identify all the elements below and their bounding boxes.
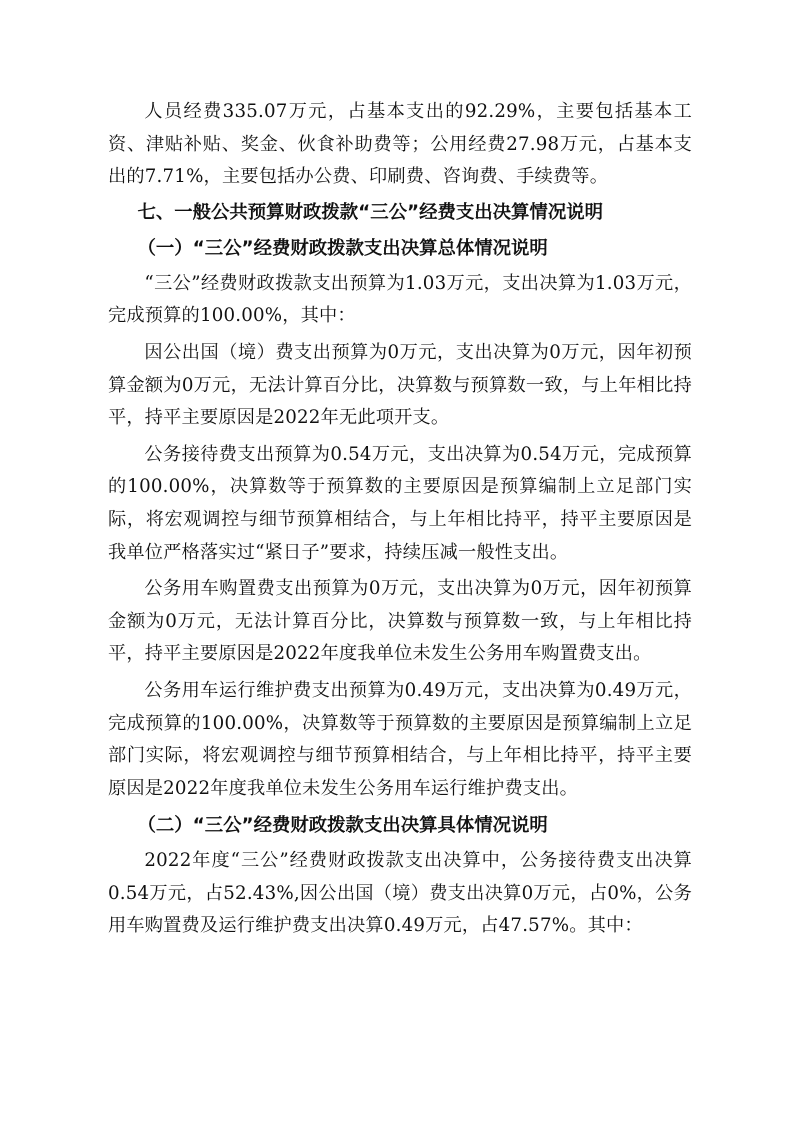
paragraph-vehicle-purchase: 公务用车购置费支出预算为0万元，支出决算为0万元，因年初预算金额为0万元，无法计算百分比，决算数与预算数一致，与上年相比持平，持平主要原因是2022年度我单位未发生公务用车购置费支出。 [108,578,692,665]
paragraph-three-public-total: “三公”经费财政拨款支出预算为1.03万元，支出决算为1.03万元，完成预算的100.00%，其中： [108,272,692,327]
subsection-1-title: （一）“三公”经费财政拨款支出决算总体情况说明 [137,237,548,259]
document-body [108,96,692,943]
paragraph-personnel-expenses: 人员经费335.07万元，占基本支出的92.29%，主要包括基本工资、津贴补贴、奖金、伙食补助费等；公用经费27.98万元，占基本支出的7.71%，主要包括办公费、印刷费、咨询费、手续费等。 [108,101,692,188]
paragraph-vehicle-maintenance: 公务用车运行维护费支出预算为0.49万元，支出决算为0.49万元，完成预算的100.00%，决算数等于预算数的主要原因是预算编制上立足部门实际，将宏观调控与细节预算相结合，与上年相比持平，持平主要原因是2022年度我单位未发生公务用车运行维护费支出。 [108,679,692,799]
paragraph-three-public-details: 2022年度“三公”经费财政拨款支出决算中，公务接待费支出决算0.54万元，占52.43%,因公出国（境）费支出决算0万元，占0%，公务用车购置费及运行维护费支出决算0.49万元，占47.57%。其中： [108,850,692,937]
paragraph-overseas-travel: 因公出国（境）费支出预算为0万元，支出决算为0万元，因年初预算金额为0万元，无法计算百分比，决算数与预算数一致，与上年相比持平，持平主要原因是2022年无此项开支。 [108,341,692,429]
subsection-2-title: （二）“三公”经费财政拨款支出决算具体情况说明 [137,815,548,837]
paragraph-official-reception: 公务接待费支出预算为0.54万元，支出决算为0.54万元，完成预算的100.00%，决算数等于预算数的主要原因是预算编制上立足部门实际，将宏观调控与细节预算相结合，与上年相比持平，持平主要原因是我单位严格落实过“紧日子”要求，持续压减一般性支出。 [108,443,692,563]
section-title: 七、一般公共预算财政拨款“三公”经费支出决算情况说明 [137,201,603,223]
